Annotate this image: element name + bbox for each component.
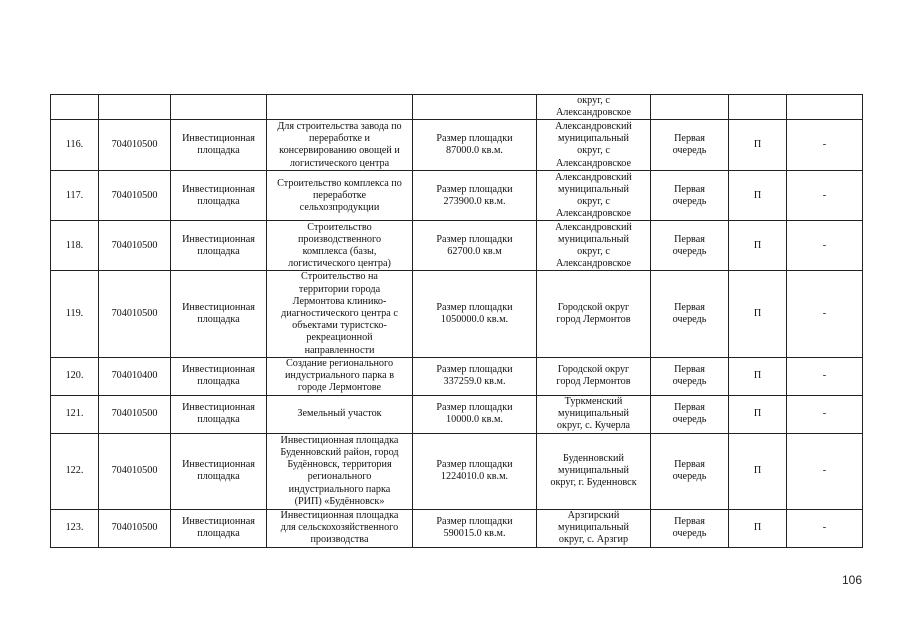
note-cell: -	[787, 395, 863, 433]
purpose-line: объектами туристско-	[292, 320, 387, 332]
type-cell	[171, 171, 267, 221]
purpose-line: Буденновский район, город	[280, 446, 399, 458]
row-number-cell: 122.	[51, 433, 99, 509]
district-line: Туркменский	[564, 396, 623, 408]
purpose-line: производственного	[297, 233, 382, 245]
purpose-line: Строительство комплекса по	[277, 177, 402, 189]
district-line: муниципальный	[558, 408, 629, 420]
size-line: Размер площадки	[436, 183, 513, 195]
stage-line: Первая	[674, 459, 705, 471]
mark-cell: П	[729, 395, 787, 433]
stage-line: очередь	[672, 376, 707, 388]
code-cell: 704010500	[99, 171, 171, 221]
page-number: 106	[841, 573, 862, 587]
note-cell: -	[787, 509, 863, 547]
row-number-cell: 123.	[51, 509, 99, 547]
stage-line: Первая	[674, 233, 705, 245]
stage-line: очередь	[672, 471, 707, 483]
purpose-cell	[267, 357, 413, 395]
note-cell	[787, 95, 863, 120]
stage-cell	[651, 171, 729, 221]
district-line: город Лермонтов	[556, 376, 631, 388]
table-body	[51, 95, 863, 548]
size-line: Размер площадки	[436, 301, 513, 313]
type-cell	[171, 509, 267, 547]
purpose-line: рекреационной	[306, 332, 373, 344]
stage-cell	[651, 509, 729, 547]
purpose-line: Лермонтова клинико-	[292, 295, 387, 307]
type-cell	[171, 271, 267, 357]
stage-line: Первая	[674, 364, 705, 376]
mark-cell: П	[729, 357, 787, 395]
purpose-line: Строительство	[307, 221, 372, 233]
size-cell	[413, 509, 537, 547]
purpose-cell	[267, 95, 413, 120]
row-number-cell: 117.	[51, 171, 99, 221]
code-cell: 704010500	[99, 509, 171, 547]
type-line: Инвестиционная	[182, 183, 255, 195]
district-cell	[537, 395, 651, 433]
mark-cell: П	[729, 509, 787, 547]
stage-line: Первая	[674, 133, 705, 145]
table-row	[51, 509, 863, 547]
district-line: Александровское	[555, 157, 632, 169]
note-cell: -	[787, 171, 863, 221]
size-line: Размер площадки	[436, 402, 513, 414]
table-row	[51, 357, 863, 395]
district-line: Городской округ	[557, 364, 630, 376]
note-cell: -	[787, 357, 863, 395]
size-cell	[413, 357, 537, 395]
size-line: Размер площадки	[436, 233, 513, 245]
mark-cell: П	[729, 221, 787, 271]
type-cell	[171, 120, 267, 171]
note-cell: -	[787, 221, 863, 271]
note-cell: -	[787, 271, 863, 357]
size-line: Размер площадки	[436, 133, 513, 145]
size-cell	[413, 221, 537, 271]
table-row	[51, 221, 863, 271]
purpose-line: Инвестиционная площадка	[280, 510, 399, 522]
purpose-line: переработке и	[308, 133, 370, 145]
stage-line: очередь	[672, 314, 707, 326]
district-line: Александровский	[555, 171, 632, 183]
purpose-line: индустриального парка	[288, 483, 391, 495]
code-cell: 704010500	[99, 271, 171, 357]
type-line: площадка	[197, 145, 240, 157]
district-line: Александровский	[555, 221, 632, 233]
type-line: площадка	[197, 471, 240, 483]
stage-cell	[651, 357, 729, 395]
stage-line: Первая	[674, 402, 705, 414]
code-cell: 704010500	[99, 120, 171, 171]
district-cell	[537, 271, 651, 357]
stage-line: очередь	[672, 245, 707, 257]
size-cell	[413, 95, 537, 120]
stage-cell	[651, 95, 729, 120]
type-line: площадка	[197, 314, 240, 326]
district-line: округ, с	[577, 95, 610, 106]
purpose-line: диагностического центра с	[281, 308, 398, 320]
purpose-cell	[267, 221, 413, 271]
table-row	[51, 395, 863, 433]
district-line: муниципальный	[558, 133, 629, 145]
size-cell	[413, 171, 537, 221]
type-line: площадка	[197, 245, 240, 257]
district-cell	[537, 95, 651, 120]
size-line: 273900.0 кв.м.	[443, 195, 506, 207]
stage-line: очередь	[672, 195, 707, 207]
code-cell	[99, 95, 171, 120]
purpose-line: консервированию овощей и	[279, 145, 400, 157]
size-line: Размер площадки	[436, 516, 513, 528]
size-line: 1050000.0 кв.м.	[440, 314, 509, 326]
purpose-line: индустриального парка в	[284, 370, 395, 382]
stage-line: Первая	[674, 516, 705, 528]
district-line: Арзгирский	[567, 510, 620, 522]
size-line: 590015.0 кв.м.	[443, 528, 506, 540]
district-line: округ, г. Буденновск	[550, 477, 637, 489]
purpose-line: Создание регионального	[285, 358, 394, 370]
note-cell: -	[787, 120, 863, 171]
stage-cell	[651, 395, 729, 433]
row-number-cell: 119.	[51, 271, 99, 357]
type-line: Инвестиционная	[182, 133, 255, 145]
data-table	[50, 94, 863, 548]
district-line: округ, с	[577, 195, 610, 207]
district-cell	[537, 120, 651, 171]
purpose-line: Для строительства завода по	[277, 121, 402, 132]
purpose-line: переработке	[312, 189, 367, 201]
type-line: площадка	[197, 376, 240, 388]
size-line: 87000.0 кв.м.	[446, 145, 503, 157]
type-cell	[171, 221, 267, 271]
type-line: Инвестиционная	[182, 516, 255, 528]
row-number-cell: 118.	[51, 221, 99, 271]
purpose-cell	[267, 120, 413, 171]
size-line: Размер площадки	[436, 459, 513, 471]
district-line: муниципальный	[558, 522, 629, 534]
district-line: Городской округ	[557, 301, 630, 313]
purpose-line: логистического центра	[289, 157, 390, 169]
table-row	[51, 171, 863, 221]
size-cell	[413, 271, 537, 357]
purpose-line: логистического центра)	[288, 258, 391, 270]
district-line: муниципальный	[558, 233, 629, 245]
size-line: 1224010.0 кв.м.	[440, 471, 509, 483]
type-line: Инвестиционная	[182, 233, 255, 245]
purpose-line: территории города	[298, 283, 381, 295]
purpose-line: комплекса (базы,	[302, 245, 377, 257]
stage-cell	[651, 433, 729, 509]
mark-cell: П	[729, 271, 787, 357]
purpose-cell	[267, 433, 413, 509]
code-cell: 704010400	[99, 357, 171, 395]
row-number-cell: 121.	[51, 395, 99, 433]
type-cell	[171, 357, 267, 395]
stage-cell	[651, 221, 729, 271]
type-cell	[171, 95, 267, 120]
purpose-cell	[267, 509, 413, 547]
mark-cell: П	[729, 433, 787, 509]
size-cell	[413, 395, 537, 433]
type-line: Инвестиционная	[182, 301, 255, 313]
purpose-line: для сельскохозяйственного	[280, 522, 399, 534]
row-number-cell: 116.	[51, 120, 99, 171]
purpose-cell	[267, 395, 413, 433]
purpose-line: (РИП) «Будённовск»	[294, 495, 385, 507]
type-cell	[171, 433, 267, 509]
stage-line: очередь	[672, 414, 707, 426]
type-line: Инвестиционная	[182, 364, 255, 376]
district-cell	[537, 221, 651, 271]
size-line: 10000.0 кв.м.	[446, 414, 503, 426]
stage-line: Первая	[674, 301, 705, 313]
type-line: площадка	[197, 414, 240, 426]
purpose-line: производства	[310, 534, 369, 546]
district-line: Александровское	[555, 107, 632, 119]
table-row	[51, 120, 863, 171]
type-cell	[171, 395, 267, 433]
stage-cell	[651, 271, 729, 357]
table-row	[51, 95, 863, 120]
mark-cell: П	[729, 171, 787, 221]
size-line: Размер площадки	[436, 364, 513, 376]
type-line: площадка	[197, 195, 240, 207]
purpose-line: регионального	[307, 471, 372, 483]
purpose-line: Будённовск, территория	[287, 459, 392, 471]
code-cell: 704010500	[99, 395, 171, 433]
size-cell	[413, 433, 537, 509]
type-line: площадка	[197, 528, 240, 540]
district-line: муниципальный	[558, 465, 629, 477]
purpose-line: Строительство на	[301, 271, 378, 283]
mark-cell	[729, 95, 787, 120]
district-line: муниципальный	[558, 183, 629, 195]
size-line: 337259.0 кв.м.	[443, 376, 506, 388]
purpose-line: направленности	[304, 344, 375, 356]
row-number-cell: 120.	[51, 357, 99, 395]
stage-line: Первая	[674, 183, 705, 195]
purpose-line: сельхозпродукции	[299, 202, 380, 213]
district-cell	[537, 509, 651, 547]
district-line: Александровское	[555, 208, 632, 220]
district-line: город Лермонтов	[556, 314, 631, 326]
stage-line: очередь	[672, 528, 707, 540]
purpose-line: Инвестиционная площадка	[280, 434, 399, 446]
note-cell: -	[787, 433, 863, 509]
mark-cell: П	[729, 120, 787, 171]
district-line: Буденновский	[563, 453, 624, 465]
stage-cell	[651, 120, 729, 171]
purpose-cell	[267, 171, 413, 221]
purpose-line: городе Лермонтове	[297, 382, 382, 394]
type-line: Инвестиционная	[182, 402, 255, 414]
purpose-line: Земельный участок	[297, 408, 382, 420]
district-cell	[537, 357, 651, 395]
table-row	[51, 271, 863, 357]
table-row	[51, 433, 863, 509]
district-line: округ, с	[577, 145, 610, 157]
size-line: 62700.0 кв.м	[447, 245, 502, 257]
district-line: округ, с	[577, 245, 610, 257]
district-line: округ, с. Кучерла	[556, 420, 631, 432]
code-cell: 704010500	[99, 433, 171, 509]
row-number-cell	[51, 95, 99, 120]
district-cell	[537, 171, 651, 221]
district-line: округ, с. Арзгир	[558, 534, 629, 546]
district-cell	[537, 433, 651, 509]
purpose-cell	[267, 271, 413, 357]
district-line: Александровское	[555, 258, 632, 270]
district-line: Александровский	[555, 121, 632, 132]
stage-line: очередь	[672, 145, 707, 157]
type-line: Инвестиционная	[182, 459, 255, 471]
size-cell	[413, 120, 537, 171]
code-cell: 704010500	[99, 221, 171, 271]
